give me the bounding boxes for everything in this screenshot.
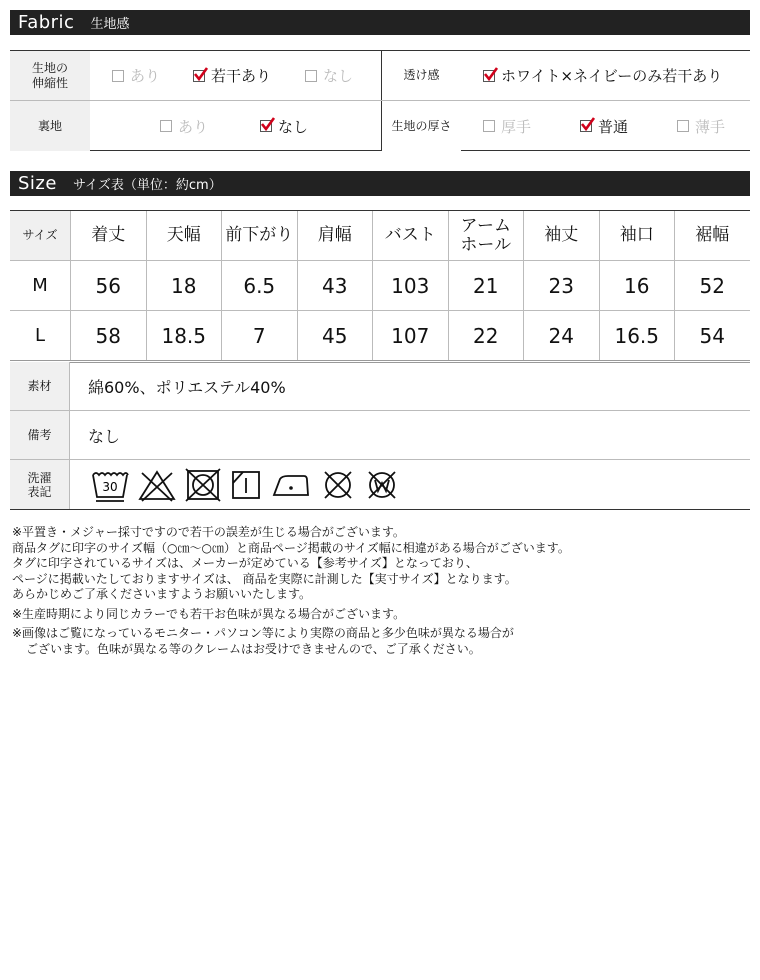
note-line: ※生産時期により同じカラーでも若干お色味が異なる場合がございます。 bbox=[12, 606, 406, 621]
checked-checkbox-icon bbox=[260, 120, 272, 132]
table-cell: 7 bbox=[221, 311, 297, 360]
lining-option-yes: あり bbox=[160, 101, 208, 151]
table-cell: 103 bbox=[372, 261, 448, 310]
table-cell: 23 bbox=[523, 261, 599, 310]
size-corner-cell: サイズ bbox=[10, 211, 70, 260]
size-subtitle: サイズ表（単位：約cm） bbox=[72, 178, 222, 193]
no-tumble-dry-icon bbox=[184, 467, 222, 503]
remarks-value: なし bbox=[88, 426, 121, 446]
no-dry-clean-icon bbox=[320, 467, 356, 503]
lining-option-no: なし bbox=[260, 101, 308, 151]
remarks-row bbox=[10, 411, 750, 460]
thickness-label: 生地の厚さ bbox=[381, 101, 461, 151]
care-label: 洗濯 表記 bbox=[10, 460, 70, 509]
column-header: 袖丈 bbox=[523, 211, 599, 260]
fabric-title: Fabric bbox=[18, 12, 75, 33]
column-header: 袖口 bbox=[599, 211, 675, 260]
material-value: 綿60%、ポリエステル40% bbox=[88, 377, 286, 397]
column-header: 裾幅 bbox=[674, 211, 750, 260]
fabric-table bbox=[10, 50, 750, 151]
column-header: 着丈 bbox=[70, 211, 146, 260]
material-row bbox=[10, 362, 750, 411]
table-cell: 54 bbox=[674, 311, 750, 360]
fabric-section-header bbox=[10, 10, 750, 35]
note-line: タグに印字されているサイズは、メーカーが定めている【参考サイズ】となっており、 bbox=[12, 556, 478, 570]
table-cell: 6.5 bbox=[221, 261, 297, 310]
table-cell: 22 bbox=[448, 311, 524, 360]
column-header: アーム ホール bbox=[448, 211, 524, 260]
svg-text:30: 30 bbox=[102, 479, 118, 494]
checkbox-icon bbox=[483, 120, 495, 132]
product-info-table bbox=[10, 362, 750, 510]
stretch-option-yes: あり bbox=[112, 51, 160, 100]
column-header: 前下がり bbox=[221, 211, 297, 260]
fabric-row-1 bbox=[10, 51, 750, 101]
size-label: M bbox=[10, 261, 70, 310]
thickness-option-thick: 厚手 bbox=[483, 101, 531, 151]
table-cell: 24 bbox=[523, 311, 599, 360]
no-wet-clean-icon bbox=[364, 467, 400, 503]
checked-checkbox-icon bbox=[193, 70, 205, 82]
checked-checkbox-icon bbox=[483, 70, 495, 82]
material-label: 素材 bbox=[10, 362, 70, 410]
stretch-option-slight: 若干あり bbox=[193, 51, 271, 100]
fabric-subtitle: 生地感 bbox=[90, 17, 130, 32]
column-header: 肩幅 bbox=[297, 211, 373, 260]
table-cell: 16.5 bbox=[599, 311, 675, 360]
table-cell: 16 bbox=[599, 261, 675, 310]
note-line: 商品タグに印字のサイズ幅（○㎝～○㎝）と商品ページ掲載のサイズ幅に相違がある場合がございます。 bbox=[12, 540, 570, 555]
wash-30-icon bbox=[90, 467, 130, 503]
size-section-header bbox=[10, 171, 750, 196]
table-cell: 56 bbox=[70, 261, 146, 310]
fabric-row-2 bbox=[10, 101, 750, 151]
size-label: L bbox=[10, 311, 70, 360]
stretch-option-none: なし bbox=[305, 51, 353, 100]
care-row bbox=[10, 460, 750, 509]
checkbox-icon bbox=[677, 120, 689, 132]
checked-checkbox-icon bbox=[580, 120, 592, 132]
note-line: ※画像はご覧になっているモニター・パソコン等により実際の商品と多少色味が異なる場合が bbox=[12, 626, 514, 640]
table-cell: 43 bbox=[297, 261, 373, 310]
table-cell: 18 bbox=[146, 261, 222, 310]
thickness-option-thin: 薄手 bbox=[677, 101, 725, 151]
no-bleach-icon bbox=[138, 467, 176, 503]
care-icons bbox=[70, 460, 400, 509]
note-line: ページに掲載いたしておりますサイズは、 商品を実際に計測した【実寸サイズ】となります。 bbox=[12, 571, 517, 586]
stretch-label: 生地の 伸縮性 bbox=[10, 51, 90, 100]
size-table bbox=[10, 210, 750, 363]
disclaimer-notes bbox=[12, 525, 752, 657]
table-row bbox=[10, 311, 750, 363]
remarks-label: 備考 bbox=[10, 411, 70, 459]
sheer-label: 透け感 bbox=[381, 51, 461, 100]
size-title: Size bbox=[18, 173, 57, 194]
size-table-header-row bbox=[10, 211, 750, 261]
lining-label: 裏地 bbox=[10, 101, 90, 151]
checkbox-icon bbox=[112, 70, 124, 82]
note-line: ございます。色味が異なる等のクレームはお受けできませんので、ご了承ください。 bbox=[26, 641, 481, 656]
thickness-option-normal: 普通 bbox=[580, 101, 628, 151]
checkbox-icon bbox=[305, 70, 317, 82]
column-header: 天幅 bbox=[146, 211, 222, 260]
table-cell: 45 bbox=[297, 311, 373, 360]
note-line: あらかじめご了承くださいますようお願いいたします。 bbox=[12, 587, 312, 601]
table-row bbox=[10, 261, 750, 311]
table-cell: 18.5 bbox=[146, 311, 222, 360]
table-cell: 107 bbox=[372, 311, 448, 360]
column-header: バスト bbox=[372, 211, 448, 260]
sheer-option: ホワイト×ネイビーのみ若干あり bbox=[483, 51, 722, 100]
table-cell: 52 bbox=[674, 261, 750, 310]
checkbox-icon bbox=[160, 120, 172, 132]
line-dry-shade-icon bbox=[230, 467, 262, 503]
note-line: ※平置き・メジャー採寸ですので若干の誤差が生じる場合がございます。 bbox=[12, 525, 405, 539]
iron-low-icon bbox=[270, 467, 312, 503]
table-cell: 21 bbox=[448, 261, 524, 310]
table-cell: 58 bbox=[70, 311, 146, 360]
